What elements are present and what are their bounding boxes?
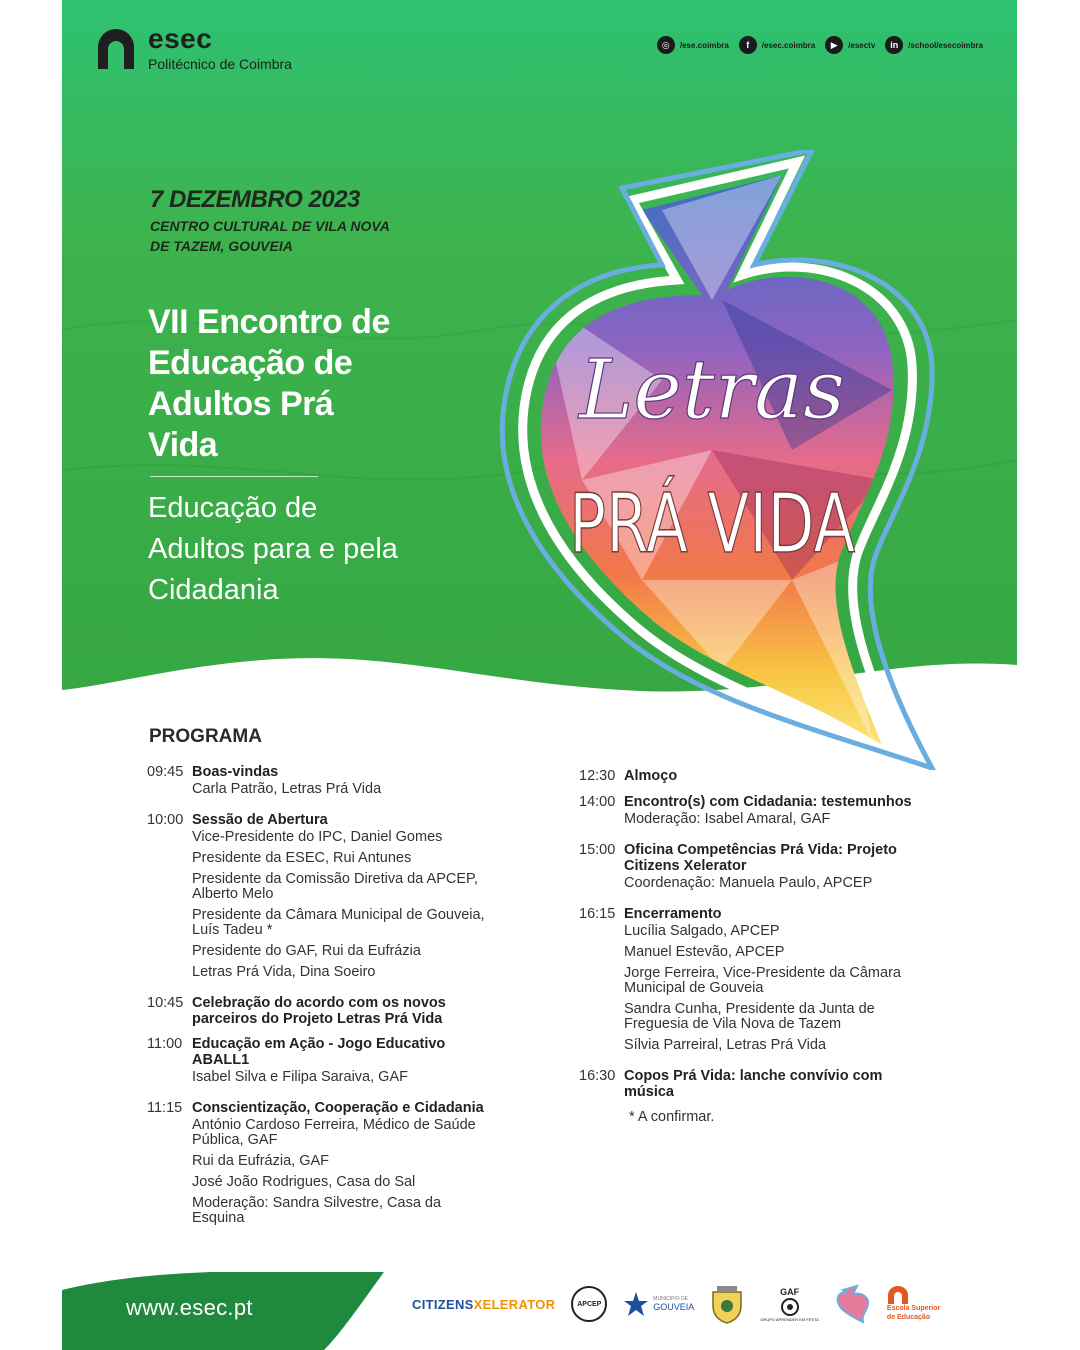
logo-word-pra-vida: PRÁ VIDA (569, 477, 856, 573)
entry-time: 16:30 (579, 1068, 616, 1084)
entry-title: Copos Prá Vida: lanche convívio com música (624, 1068, 883, 1100)
entry-time: 16:15 (579, 906, 616, 922)
entry-title: Encerramento (624, 906, 722, 922)
entry-speaker: Vice-Presidente do IPC, Daniel Gomes (192, 829, 443, 845)
entry-speaker: Jorge Ferreira, Vice-Presidente da Câmara Municipal de Gouveia (624, 965, 901, 996)
entry-speaker: Presidente da Comissão Diretiva da APCEP, Alberto Melo (192, 871, 478, 902)
entry-speaker: Moderação: Sandra Silvestre, Casa da Esquina (192, 1195, 442, 1226)
entry-time: 14:00 (579, 794, 616, 810)
gaf-emblem-icon (779, 1297, 801, 1317)
social-label: /ese.coimbra (679, 40, 729, 50)
escola-superior-logo: Escola Superior de Educação (887, 1286, 940, 1322)
gaf-logo: GAF GRUPO APRENDER EM FESTA (760, 1286, 819, 1322)
programme-entry (147, 995, 497, 1027)
social-youtube[interactable] (825, 36, 875, 54)
entry-time: 11:15 (147, 1100, 183, 1116)
programme-column-left (147, 764, 497, 1241)
entry-speaker: Sandra Cunha, Presidente da Junta de Freguesia de Vila Nova de Tazem (624, 1001, 875, 1032)
programme-entry (147, 1036, 497, 1091)
social-links (657, 36, 983, 54)
partner-logos (412, 1275, 1012, 1333)
programme-entry (579, 906, 929, 1059)
entry-title: Sessão de Abertura (192, 812, 328, 828)
entry-time: 11:00 (147, 1036, 183, 1052)
entry-time: 12:30 (579, 768, 616, 784)
social-linkedin[interactable] (885, 36, 983, 54)
social-facebook[interactable] (739, 36, 815, 54)
esec-logo[interactable] (96, 23, 292, 72)
entry-title: Oficina Competências Prá Vida: Projeto Citizens Xelerator (624, 842, 897, 874)
facebook-icon: f (739, 36, 757, 54)
youtube-icon: ▶ (825, 36, 843, 54)
social-label: /school/esecoimbra (908, 40, 983, 50)
entry-speaker: Rui da Eufrázia, GAF (192, 1153, 329, 1169)
instagram-icon: ◎ (657, 36, 675, 54)
letras-pra-vida-small-logo (835, 1284, 871, 1324)
entry-time: 10:45 (147, 995, 184, 1011)
entry-title: Celebração do acordo com os novos parceiros do Projeto Letras Prá Vida (192, 995, 446, 1027)
confirmation-note: * A confirmar. (629, 1109, 715, 1125)
programme-entry (147, 812, 497, 986)
poster (62, 0, 1017, 1350)
programme-entry (579, 768, 929, 785)
entry-time: 09:45 (147, 764, 184, 780)
entry-title: Educação em Ação - Jogo Educativo ABALL1 (192, 1036, 446, 1068)
brand-subtitle: Politécnico de Coimbra (148, 56, 292, 72)
entry-title: Conscientização, Cooperação e Cidadania (192, 1100, 484, 1116)
esec-arch-icon (887, 1286, 909, 1304)
entry-title: Almoço (624, 768, 678, 784)
entry-speaker: Letras Prá Vida, Dina Soeiro (192, 964, 376, 980)
entry-speaker: Manuel Estevão, APCEP (624, 944, 785, 960)
entry-speaker: Presidente da ESEC, Rui Antunes (192, 850, 412, 866)
title-divider (150, 476, 318, 477)
event-date: 7 DEZEMBRO 2023 (150, 186, 360, 213)
citizens-xelerator-logo: CITIZENSXELERATOR (412, 1296, 556, 1312)
entry-speaker: Presidente da Câmara Municipal de Gouveia, Luís Tadeu * (192, 907, 485, 938)
event-venue: CENTRO CULTURAL DE VILA NOVA DE TAZEM, GOUVEIA (150, 218, 390, 254)
social-label: /esec.coimbra (761, 40, 816, 50)
entry-speaker: Carla Patrão, Letras Prá Vida (192, 781, 382, 797)
linkedin-icon: in (885, 36, 903, 54)
brand-name: esec (148, 23, 213, 54)
entry-title: Boas-vindas (192, 764, 279, 780)
entry-speaker: Presidente do GAF, Rui da Eufrázia (192, 943, 421, 959)
logo-word-letras: Letras (578, 343, 846, 438)
municipal-crest-icon (710, 1284, 744, 1324)
programme-heading: PROGRAMA (149, 726, 262, 747)
entry-title: Encontro(s) com Cidadania: testemunhos (624, 794, 912, 810)
programme-entry (579, 842, 929, 897)
event-subtitle: Educação de Adultos para e pela Cidadania (148, 492, 398, 606)
social-label: /esectv (848, 40, 876, 50)
social-instagram[interactable] (657, 36, 729, 54)
entry-speaker: Coordenação: Manuela Paulo, APCEP (624, 875, 873, 891)
programme-column-right (579, 768, 929, 1125)
entry-speaker: José João Rodrigues, Casa do Sal (192, 1174, 416, 1190)
website-url[interactable]: www.esec.pt (126, 1295, 253, 1320)
entry-speaker: Lucília Salgado, APCEP (624, 923, 780, 939)
entry-speaker: António Cardoso Ferreira, Médico de Saúde Pública, GAF (192, 1117, 476, 1148)
programme-entry (147, 764, 497, 803)
esec-arch-icon (96, 29, 136, 69)
programme-entry (147, 1100, 497, 1232)
entry-speaker: Isabel Silva e Filipa Saraiva, GAF (192, 1069, 408, 1085)
gouveia-logo: MUNICÍPIO DE GOUVEIA (623, 1291, 694, 1317)
apcep-logo: APCEP (571, 1286, 607, 1322)
programme-entry (579, 1068, 929, 1100)
programme-entry (579, 794, 929, 833)
event-title: VII Encontro de Educação de Adultos Prá Vida (148, 303, 390, 464)
letras-pra-vida-heart-logo (462, 150, 962, 770)
entry-time: 10:00 (147, 812, 184, 828)
entry-speaker: Moderação: Isabel Amaral, GAF (624, 811, 831, 827)
star-icon (623, 1291, 649, 1317)
entry-speaker: Sílvia Parreiral, Letras Prá Vida (624, 1037, 827, 1053)
entry-time: 15:00 (579, 842, 616, 858)
